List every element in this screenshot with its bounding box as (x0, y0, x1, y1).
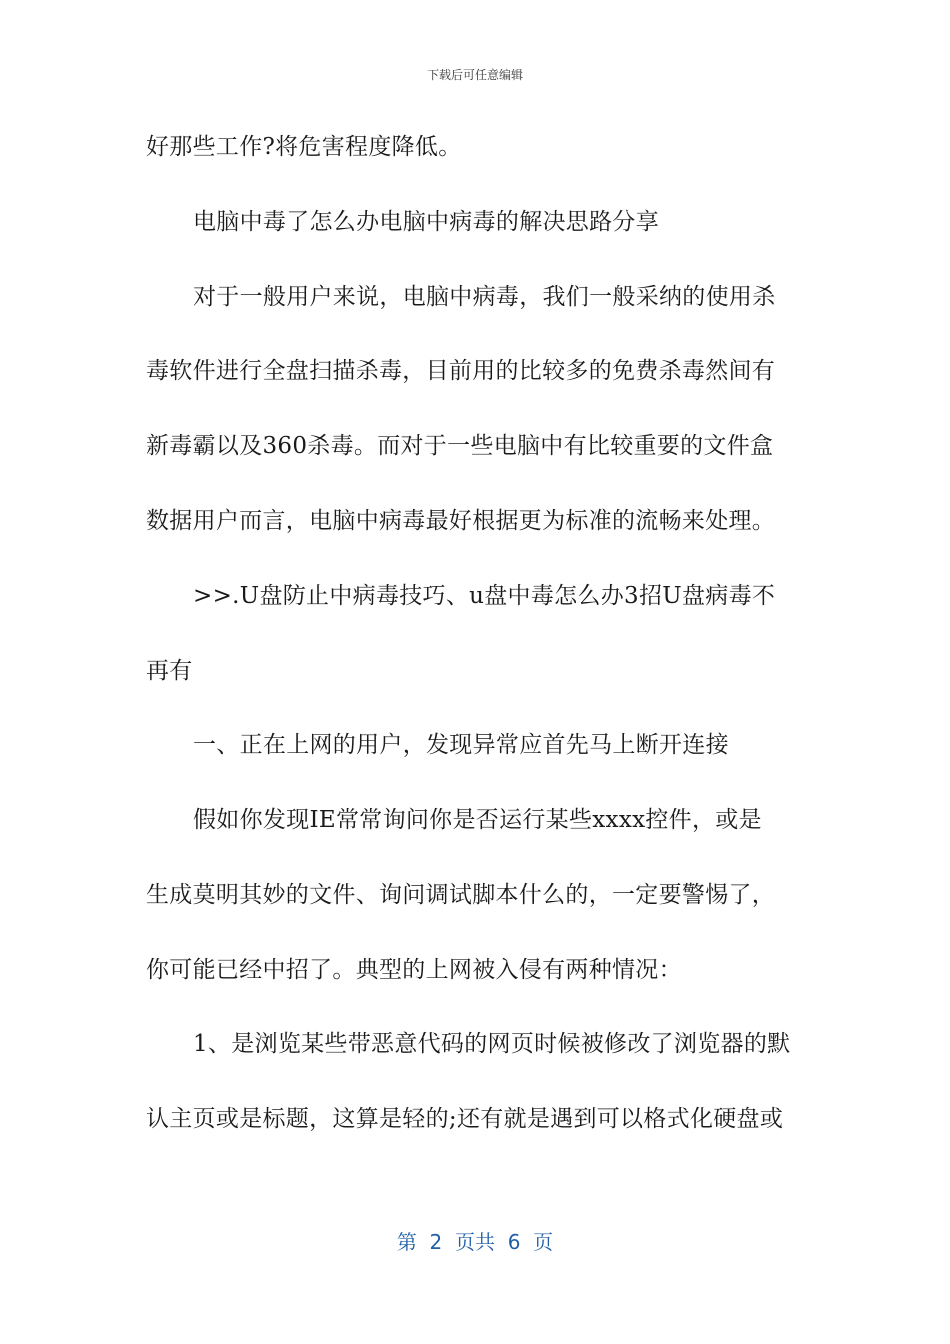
body-line-8: 再有 (146, 658, 193, 684)
body-line-1: 好那些工作?将危害程度降低。 (146, 134, 462, 160)
body-line-11: 生成莫明其妙的文件、询问调试脚本什么的，一定要警惕了， (146, 882, 776, 908)
body-line-10: 假如你发现IE常常询问你是否运行某些xxxx控件，或是 (193, 807, 762, 833)
body-line-9: 一、正在上网的用户，发现异常应首先马上断开连接 (193, 732, 729, 758)
body-line-14: 认主页或是标题，这算是轻的;还有就是遇到可以格式化硬盘或 (146, 1106, 784, 1132)
body-line-13: 1、是浏览某些带恶意代码的网页时候被修改了浏览器的默 (193, 1031, 791, 1057)
body-line-6: 数据用户而言，电脑中病毒最好根据更为标准的流畅来处理。 (146, 508, 776, 534)
body-line-2: 电脑中毒了怎么办电脑中病毒的解决思路分享 (193, 209, 659, 235)
body-line-3: 对于一般用户来说，电脑中病毒，我们一般采纳的使用杀 (193, 284, 776, 310)
body-line-7: >>.U盘防止中病毒技巧、u盘中毒怎么办3招U盘病毒不 (193, 583, 776, 609)
page-header: 下载后可任意编辑 (426, 68, 523, 82)
body-line-5: 新毒霸以及360杀毒。而对于一些电脑中有比较重要的文件盒 (146, 433, 774, 459)
body-line-4: 毒软件进行全盘扫描杀毒，目前用的比较多的免费杀毒然间有 (146, 358, 776, 384)
body-line-12: 你可能已经中招了。典型的上网被入侵有两种情况： (146, 957, 682, 983)
page-footer: 第 2 页共 6 页 (396, 1230, 554, 1254)
